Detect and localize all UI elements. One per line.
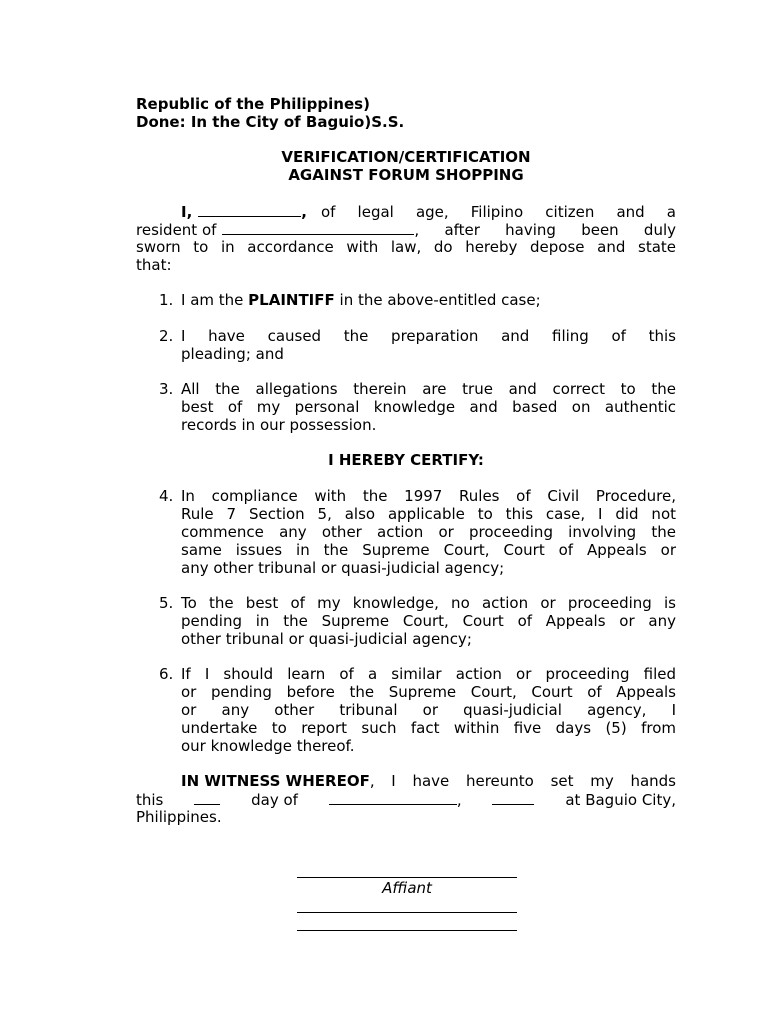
witness-line3: Philippines. — [136, 808, 222, 826]
intro-paragraph — [136, 202, 676, 274]
intro-line2-text: , after having been duly — [414, 221, 676, 239]
item-text: same issues in the Supreme Court, Court of Appeals or — [181, 541, 676, 559]
list-item — [136, 665, 676, 755]
item-text: other tribunal or quasi-judicial agency; — [181, 630, 472, 648]
certify-heading: I HEREBY CERTIFY: — [328, 451, 484, 469]
affiant-signature-line — [297, 877, 517, 878]
year-blank — [492, 790, 534, 805]
intro-comma: , — [301, 203, 307, 221]
item-number: 5. — [159, 594, 174, 612]
list-item — [136, 291, 676, 309]
plaintiff-label: PLAINTIFF — [248, 291, 335, 309]
item-text: I have caused the preparation and filing of this — [181, 327, 676, 345]
item-text: pleading; and — [181, 345, 284, 363]
residence-blank — [222, 220, 414, 235]
item-text: Rule 7 Section 5, also applicable to this case, I did not — [181, 505, 676, 523]
signature-line-2 — [297, 912, 517, 913]
intro-i: I, — [181, 203, 193, 221]
list-item — [136, 487, 676, 577]
item-number: 3. — [159, 380, 174, 398]
item-text: best of my personal knowledge and based on authentic — [181, 398, 676, 416]
item-text: All the allegations therein are true and correct to the — [181, 380, 676, 398]
item-text: any other tribunal or quasi-judicial agency; — [181, 559, 505, 577]
list-item — [136, 327, 676, 363]
item-text: In compliance with the 1997 Rules of Civil Procedure, — [181, 487, 676, 505]
month-blank — [329, 790, 457, 805]
item-number: 2. — [159, 327, 174, 345]
item-text: To the best of my knowledge, no action or proceeding is — [181, 594, 676, 612]
signature-line-3 — [297, 930, 517, 931]
intro-line3: sworn to in accordance with law, do hereby depose and state — [136, 238, 676, 256]
list-item — [136, 594, 676, 648]
item-text: our knowledge thereof. — [181, 737, 355, 755]
item-text: or any other tribunal or quasi-judicial agency, I — [181, 701, 676, 719]
item-text: records in our possession. — [181, 416, 377, 434]
item-number: 4. — [159, 487, 174, 505]
item-number: 6. — [159, 665, 174, 683]
name-blank — [198, 202, 301, 217]
item-text: or pending before the Supreme Court, Court of Appeals — [181, 683, 676, 701]
item-text: in the above-entitled case; — [334, 291, 541, 309]
title-line-1: VERIFICATION/CERTIFICATION — [281, 148, 531, 166]
witness-at: at Baguio City, — [565, 791, 676, 809]
affiant-label: Affiant — [382, 879, 432, 897]
item-text: undertake to report such fact within five days (5) from — [181, 719, 676, 737]
witness-paragraph — [136, 772, 676, 826]
witness-line1-text: , I have hereunto set my hands — [369, 772, 676, 790]
header-done-city: Done: In the City of Baguio)S.S. — [136, 113, 405, 131]
intro-line4: that: — [136, 256, 172, 274]
item-text: I am the — [181, 291, 249, 309]
item-number: 1. — [159, 291, 174, 309]
title-line-2: AGAINST FORUM SHOPPING — [288, 166, 524, 184]
witness-this: this — [136, 791, 164, 809]
list-item — [136, 380, 676, 434]
item-text: If I should learn of a similar action or proceeding filed — [181, 665, 676, 683]
witness-day-of: day of — [251, 791, 298, 809]
item-text: commence any other action or proceeding involving the — [181, 523, 676, 541]
witness-label: IN WITNESS WHEREOF — [181, 772, 370, 790]
intro-line1-text: of legal age, Filipino citizen and a — [320, 203, 676, 221]
day-blank — [194, 790, 220, 805]
header-republic: Republic of the Philippines) — [136, 95, 370, 113]
intro-resident: resident of — [136, 221, 217, 239]
witness-comma: , — [456, 791, 462, 809]
item-text: pending in the Supreme Court, Court of Appeals or any — [181, 612, 676, 630]
